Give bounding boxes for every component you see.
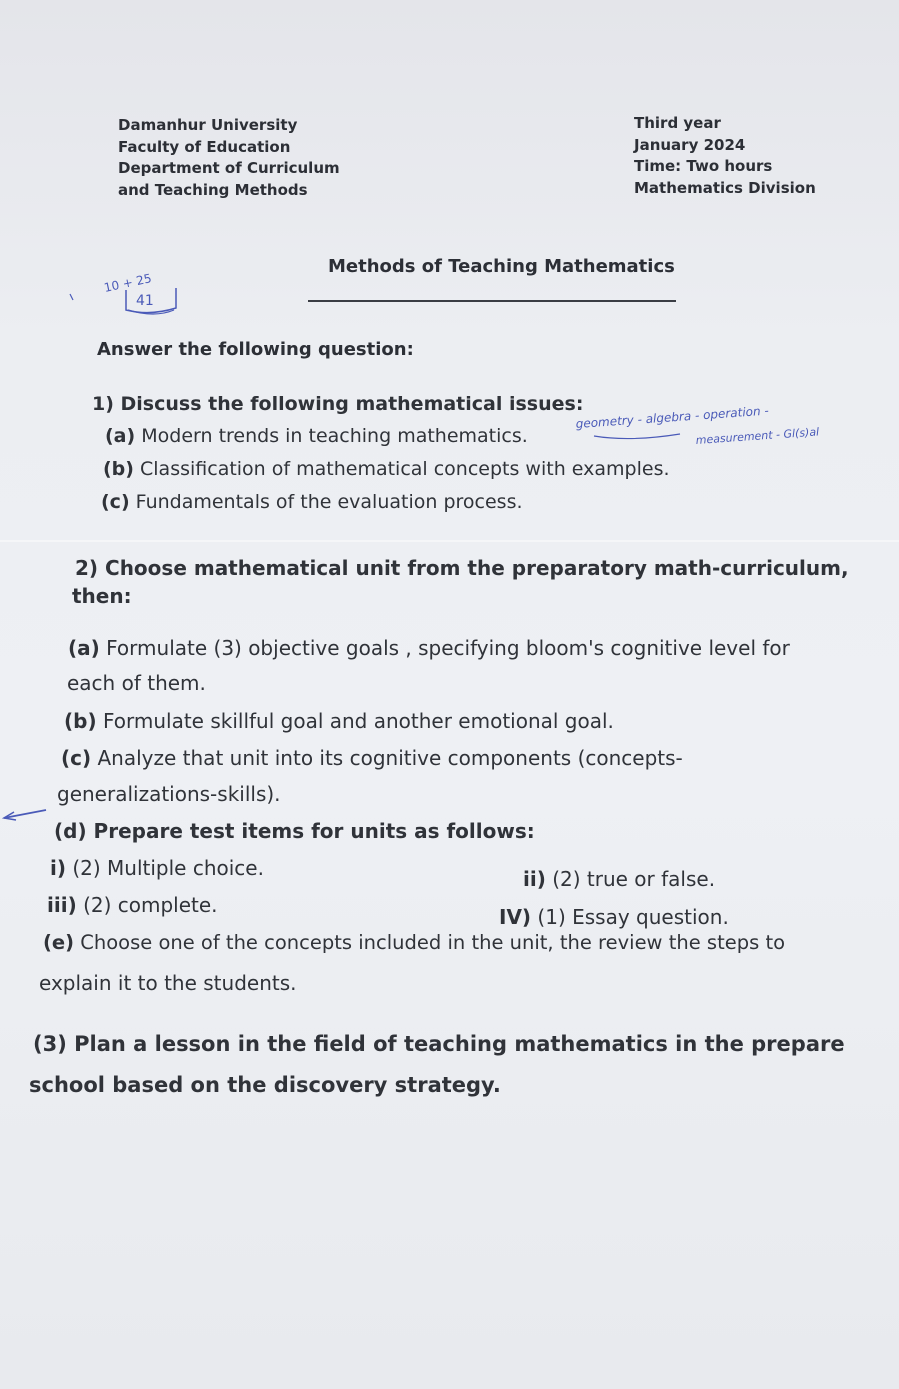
margin-note-line1: geometry - algebra - operation - xyxy=(575,403,770,431)
q3-line1: (3) Plan a lesson in the field of teaching mathematics in the prepare xyxy=(33,1032,845,1056)
q2-d-ii-label: ii) xyxy=(523,867,546,891)
q2-e-text: Choose one of the concepts included in the unit, the review the steps to xyxy=(74,931,786,954)
q2-d-iii-text: (2) complete. xyxy=(76,893,218,917)
q2-item-c xyxy=(61,746,683,770)
q1-item-c xyxy=(101,491,523,513)
q2-d-ii xyxy=(523,867,715,891)
q2-a-text: Formulate (3) objective goals , specifying bloom's cognitive level for xyxy=(99,636,790,660)
q3-line2: school based on the discovery strategy. xyxy=(29,1073,501,1097)
q1-item-b xyxy=(103,458,670,480)
instruction: Answer the following question: xyxy=(97,339,414,360)
q2-item-b xyxy=(64,709,614,733)
q2-d-iv-label: IV) xyxy=(499,905,532,929)
q1-heading: 1) Discuss the following mathematical issues: xyxy=(92,393,584,415)
q1-a-text: Modern trends in teaching mathematics. xyxy=(135,425,528,447)
q1-c-label: (c) xyxy=(101,491,130,513)
q2-item-c-cont: generalizations-skills). xyxy=(57,782,281,806)
q1-item-a xyxy=(105,425,528,447)
q2-item-d: (d) Prepare test items for units as follows: xyxy=(54,819,535,843)
handwritten-arrow-icon xyxy=(0,800,60,830)
division: Mathematics Division xyxy=(634,178,816,197)
q2-item-a xyxy=(68,636,790,660)
header-exam-info xyxy=(634,113,816,199)
q2-b-label: (b) xyxy=(64,709,97,733)
score-sum: 10 + 25 xyxy=(102,271,153,295)
q1-c-text: Fundamentals of the evaluation process. xyxy=(129,491,523,513)
q2-item-e xyxy=(43,931,785,954)
q2-item-a-cont: each of them. xyxy=(67,671,206,695)
year-level: Third year xyxy=(634,114,721,132)
faculty-name: Faculty of Education xyxy=(118,137,291,156)
q2-c-label: (c) xyxy=(61,746,92,770)
title-underline xyxy=(308,300,676,302)
q2-item-e-cont: explain it to the students. xyxy=(39,971,297,995)
exam-time: Time: Two hours xyxy=(634,157,773,175)
q2-c-text: Analyze that unit into its cognitive components (concepts- xyxy=(91,746,683,770)
margin-note-line2: measurement - Gl(s)al xyxy=(695,425,820,447)
q2-heading: 2) Choose mathematical unit from the preparatory math-curriculum, xyxy=(75,556,849,580)
department-name: Department of Curriculum xyxy=(118,159,340,177)
exam-title: Methods of Teaching Mathematics xyxy=(328,256,675,277)
q1-b-text: Classification of mathematical concepts with examples. xyxy=(133,458,670,480)
q2-d-ii-text: (2) true or false. xyxy=(545,867,716,891)
q2-d-iv xyxy=(499,905,729,929)
university-name: Damanhur University xyxy=(118,116,298,134)
q2-d-i xyxy=(50,856,264,880)
q2-d-iii-label: iii) xyxy=(47,893,77,917)
q2-a-label: (a) xyxy=(68,636,100,660)
paper-fold xyxy=(0,540,899,542)
q1-a-label: (a) xyxy=(105,425,136,447)
q2-e-label: (e) xyxy=(43,931,75,954)
q2-d-i-text: (2) Multiple choice. xyxy=(66,856,264,880)
q2-d-iv-text: (1) Essay question. xyxy=(531,905,729,929)
q2-d-i-label: i) xyxy=(50,856,66,880)
score-total: 41 xyxy=(136,293,154,309)
q2-d-iii xyxy=(47,893,218,917)
handwritten-margin-note xyxy=(570,400,899,450)
exam-date: January 2024 xyxy=(634,135,746,154)
header-institution xyxy=(118,115,340,201)
q2-heading-cont: then: xyxy=(72,584,132,608)
q2-b-text: Formulate skillful goal and another emotional goal. xyxy=(96,709,614,733)
department-name-cont: and Teaching Methods xyxy=(118,180,308,199)
q1-b-label: (b) xyxy=(103,458,134,480)
handwritten-score xyxy=(60,250,210,330)
